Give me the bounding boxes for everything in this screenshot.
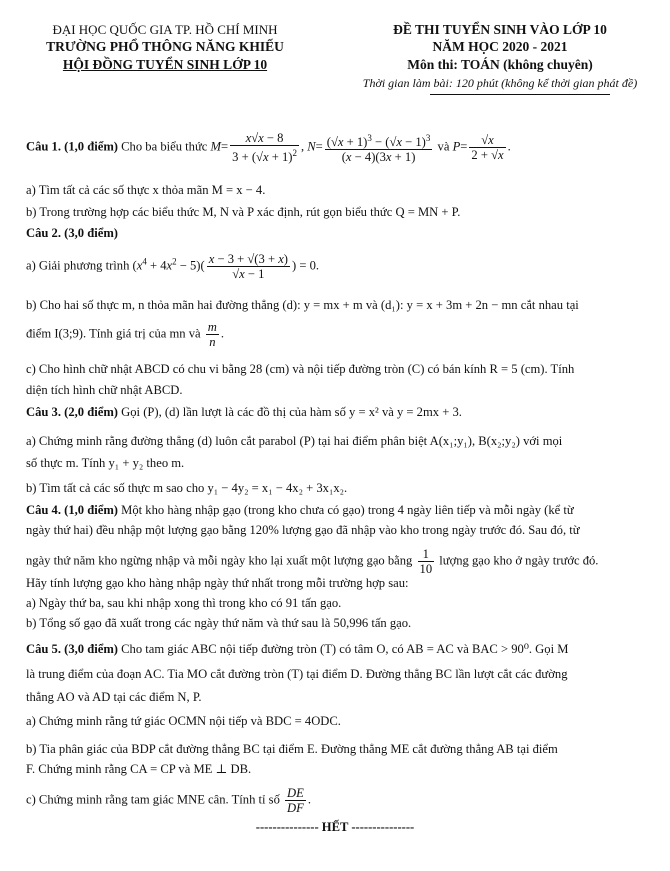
q2-part-c-line1: c) Cho hình chữ nhật ABCD có chu vi bằng 28 (cm) và nội tiếp đường tròn (C) có bán kính R = 5 (cm). Tính: [26, 362, 575, 376]
q4-part-b: b) Tổng số gạo đã xuất trong các ngày thứ năm và thứ sau là 50,996 tấn gạo.: [26, 616, 412, 630]
q4-text1: Một kho hàng nhập gạo (trong kho chưa có gạo) trong 4 ngày liên tiếp và mỗi ngày (kể từ: [121, 503, 574, 517]
q2-part-b-line1: b) Cho hai số thực m, n thỏa mãn hai đường thẳng (d): y = mx + m và (d₁): y = x + 3m + 2n − mn cắt nhau tại: [26, 298, 579, 312]
q3-part-a-line1: a) Chứng minh rằng đường thẳng (d) luôn cắt parabol (P) tại hai điểm phân biệt A(x₁;y₁), B(x₂;y₂) với mọi: [26, 434, 563, 448]
q4-line1: [26, 503, 574, 518]
q3-part-b: b) Tìm tất cả các số thực m sao cho y₁ − 4y₂ = x₁ − 4x₂ + 3x₁x₂.: [26, 481, 348, 495]
q4-label: Câu 4. (1,0 điểm): [26, 503, 118, 517]
council-name: HỘI ĐỒNG TUYỂN SINH LỚP 10: [62, 57, 268, 72]
q5-part-b-line1: b) Tia phân giác của BDP cắt đường thẳng BC tại điểm E. Đường thẳng ME cắt đường thẳng AB tại điểm: [26, 742, 558, 756]
q5-part-c-text: c) Chứng minh rằng tam giác MNE cân. Tính tỉ số: [26, 792, 280, 807]
q3-statement: [26, 405, 462, 420]
q2-part-a: a) Giải phương trình $(x^4 + 4x^2 - 5)$( $\frac{x - 3 + √(3 + x)}{√x - 1}$ ) = 0.: [26, 252, 320, 281]
q5-line1: [26, 641, 568, 657]
exam-time: Thời gian làm bài: 120 phút (không kể thời gian phát đề): [362, 76, 638, 90]
q1-intro: Cho ba biểu thức: [121, 139, 208, 154]
q2-label: Câu 2. (3,0 điểm): [26, 226, 118, 240]
q4-line4: Hãy tính lượng gạo kho hàng nhập ngày thứ nhất trong mỗi trường hợp sau:: [26, 576, 409, 590]
school-year: NĂM HỌC 2020 - 2021: [432, 39, 568, 54]
q1-label: Câu 1. (1,0 điểm): [26, 139, 118, 154]
q5-line2: là trung điểm của đoạn AC. Tia MO cắt đường tròn (T) tại điểm D. Đường thẳng BC lần lượt cắt các đường: [26, 667, 568, 681]
header-divider: [430, 94, 610, 95]
q2-part-b-text: điểm I(3;9). Tính giá trị của mn và: [26, 326, 201, 341]
end-marker: --------------- HẾT ---------------: [255, 820, 415, 834]
school-name: TRƯỜNG PHỔ THÔNG NĂNG KHIẾU: [46, 39, 284, 54]
q4-text3a: ngày thứ năm kho ngừng nhập và mỗi ngày kho lại xuất một lượng gạo bằng: [26, 553, 413, 568]
q1-and: và: [437, 139, 450, 154]
q1-part-b: b) Trong trường hợp các biểu thức M, N và P xác định, rút gọn biểu thức Q = MN + P.: [26, 205, 461, 219]
q5-part-a: a) Chứng minh rằng tứ giác OCMN nội tiếp và BDC = 4ODC.: [26, 714, 341, 728]
exam-title: ĐỀ THI TUYỂN SINH VÀO LỚP 10: [393, 22, 607, 37]
q4-part-a: a) Ngày thứ ba, sau khi nhập xong thì trong kho có 91 tấn gạo.: [26, 596, 342, 610]
q4-text3b: lượng gạo kho ở ngày trước đó.: [439, 553, 599, 568]
q5-part-b-line2: F. Chứng minh rằng CA = CP và ME ⊥ DB.: [26, 762, 252, 776]
q5-part-c: c) Chứng minh rằng tam giác MNE cân. Tính tỉ số $\frac{DE}{DF}$ .: [26, 786, 311, 815]
q3-part-a-line2: số thực m. Tính y₁ + y₂ theo m.: [26, 456, 185, 470]
q5-label: Câu 5. (3,0 điểm): [26, 642, 118, 656]
q4-line3: ngày thứ năm kho ngừng nhập và mỗi ngày kho lại xuất một lượng gạo bằng $\frac{1}{10}$ lượng gạo kho ở ngày trước đó.: [26, 547, 599, 576]
q5-text1: Cho tam giác ABC nội tiếp đường tròn (T) có tâm O, có AB = AC và BAC > 90⁰. Gọi M: [121, 642, 569, 656]
q2-part-b-line2: điểm I(3;9). Tính giá trị của mn và $\frac{m}{n}$ .: [26, 320, 225, 349]
q3-label: Câu 3. (2,0 điểm): [26, 405, 118, 419]
q2-part-c-line2: diện tích hình chữ nhật ABCD.: [26, 383, 183, 397]
q2-part-a-text: a) Giải phương trình: [26, 258, 130, 273]
q4-line2: ngày thứ hai) đều nhập một lượng gạo bằng 120% lượng gạo đã nhập vào kho trong ngày trước đó. Sau đó, từ: [26, 523, 580, 537]
q5-line3: thẳng AO và AD tại các điểm N, P.: [26, 690, 202, 704]
q3-intro: Gọi (P), (d) lần lượt là các đồ thị của hàm số y = x² và y = 2mx + 3.: [121, 405, 462, 419]
university-name: ĐẠI HỌC QUỐC GIA TP. HỒ CHÍ MINH: [52, 22, 278, 37]
q1-statement: Câu 1. (1,0 điểm) Cho ba biểu thức M= $\frac{x√x - 8}{3 + (√x + 1)^2}$ , N= $\frac{(√x + 1)^3 - (√x - 1)^3}{(x - 4)(3x + 1)}$ và P= $\frac{√x}{2 + √x}$ .: [26, 131, 511, 164]
exam-subject: Môn thi: TOÁN (không chuyên): [407, 57, 593, 72]
q1-part-a: a) Tìm tất cả các số thực x thỏa mãn M = x − 4.: [26, 183, 266, 197]
